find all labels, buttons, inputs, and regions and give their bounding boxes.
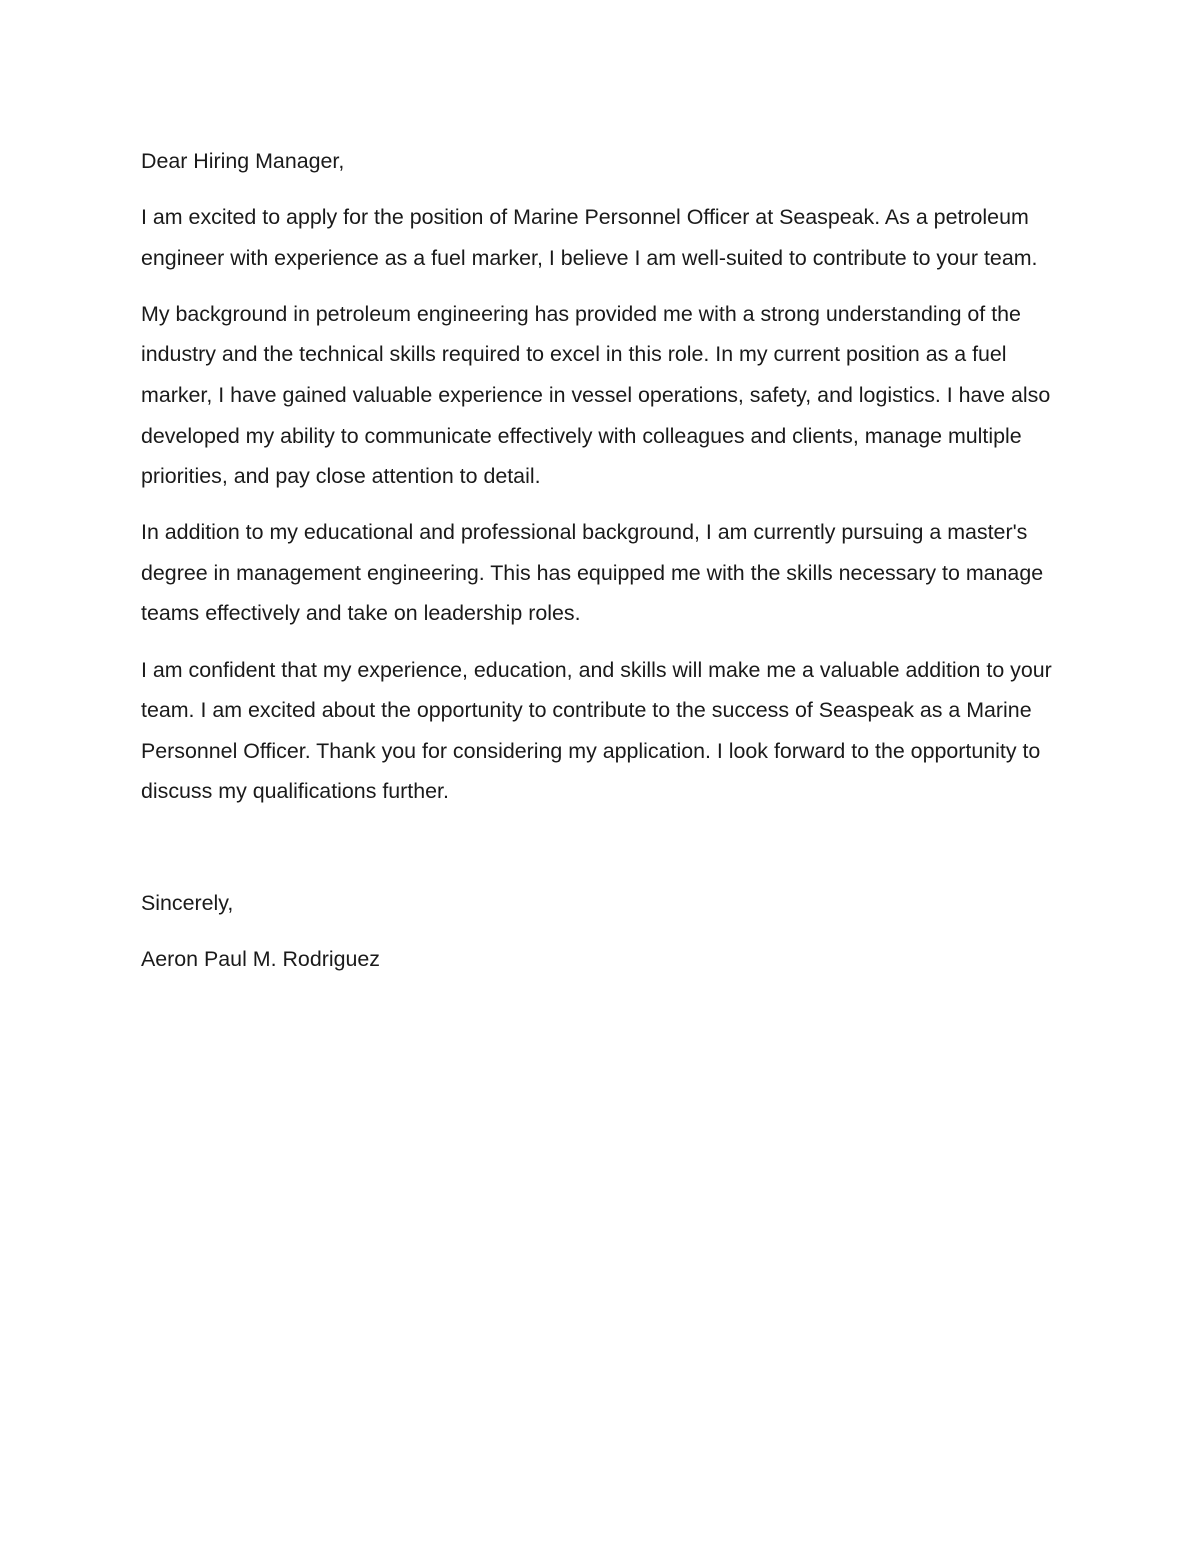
body-paragraph-2: My background in petroleum engineering has provided me with a strong understanding of the industry and the technical skills required to excel in this role. In my current position as a fuel marker, I have gained valuable experience in vessel operations, safety, and logistics. I have also developed my ability to communicate effectively with colleagues and clients, manage multiple priorities, and pay close attention to detail. [141, 301, 1051, 489]
cover-letter [141, 141, 1056, 980]
body-paragraph-3: In addition to my educational and professional background, I am currently pursuing a master's degree in management engineering. This has equipped me with the skills necessary to manage teams effectively and take on leadership roles. [141, 520, 1044, 626]
signature-name: Aeron Paul M. Rodriguez [141, 947, 380, 971]
body-paragraph-1: I am excited to apply for the position of Marine Personnel Officer at Seaspeak. As a petroleum engineer with experience as a fuel marker, I believe I am well-suited to contribute to your team. [141, 205, 1038, 270]
closing: Sincerely, [141, 890, 234, 915]
salutation: Dear Hiring Manager, [141, 149, 345, 173]
body-paragraph-4: I am confident that my experience, education, and skills will make me a valuable addition to your team. I am excited about the opportunity to contribute to the success of Seaspeak as a Marine Personnel Officer. Thank you for considering my application. I look forward to the opportunity to discuss my qualifications further. [141, 657, 1052, 804]
